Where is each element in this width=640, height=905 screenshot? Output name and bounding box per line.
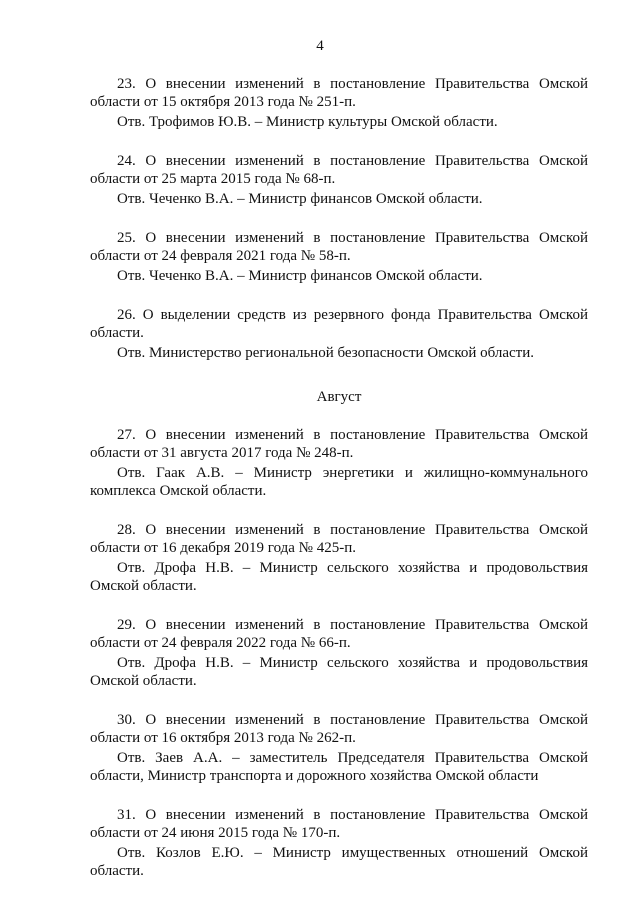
agenda-item [90, 306, 588, 362]
item-responsible-line: области. [90, 863, 144, 879]
agenda-item [90, 616, 588, 690]
section-title: Август [316, 389, 362, 405]
item-title-continuation: области от 31 августа 2017 года № 248-п. [90, 445, 354, 461]
item-title-continuation: области от 24 июня 2015 года № 170-п. [90, 825, 341, 841]
item-title-continuation: области от 24 февраля 2022 года № 66-п. [90, 635, 351, 651]
item-title-line: 23. О внесении изменений в постановление Правительства Омской [117, 76, 588, 92]
document-body [90, 75, 588, 901]
item-title-line: 30. О внесении изменений в постановление Правительства Омской [117, 712, 588, 728]
item-title-line: 28. О внесении изменений в постановление Правительства Омской [117, 522, 588, 538]
item-responsible-line: Омской области. [90, 673, 197, 689]
items-list-before [90, 75, 588, 362]
agenda-item [90, 711, 588, 785]
page-number: 4 [316, 38, 324, 54]
agenda-item [90, 152, 588, 208]
item-title-continuation: области от 16 декабря 2019 года № 425-п. [90, 540, 357, 556]
item-title-line: 26. О выделении средств из резервного фонда Правительства Омской [117, 307, 588, 323]
item-responsible-line: Отв. Заев А.А. – заместитель Председателя Правительства Омской [117, 750, 588, 766]
item-title-line: 29. О внесении изменений в постановление Правительства Омской [117, 617, 588, 633]
item-responsible-line: области, Министр транспорта и дорожного хозяйства Омской области [90, 768, 539, 784]
agenda-item [90, 521, 588, 595]
item-responsible-line: Отв. Дрофа Н.В. – Министр сельского хозяйства и продовольствия [117, 655, 588, 671]
item-responsible-line: Отв. Трофимов Ю.В. – Министр культуры Омской области. [117, 114, 498, 130]
item-title-line: 25. О внесении изменений в постановление Правительства Омской [117, 230, 588, 246]
item-responsible-line: Отв. Гаак А.В. – Министр энергетики и жилищно-коммунального [117, 465, 588, 481]
item-responsible-line: Омской области. [90, 578, 197, 594]
item-responsible-line: Отв. Чеченко В.А. – Министр финансов Омской области. [117, 268, 483, 284]
items-list-after [90, 426, 588, 880]
item-responsible-line: Отв. Министерство региональной безопасности Омской области. [117, 345, 535, 361]
item-responsible-line: Отв. Дрофа Н.В. – Министр сельского хозяйства и продовольствия [117, 560, 588, 576]
item-title-continuation: области от 16 октября 2013 года № 262-п. [90, 730, 356, 746]
item-title-line: 27. О внесении изменений в постановление Правительства Омской [117, 427, 588, 443]
agenda-item [90, 229, 588, 285]
item-title-line: 24. О внесении изменений в постановление Правительства Омской [117, 153, 588, 169]
agenda-item [90, 426, 588, 500]
item-responsible-line: Отв. Чеченко В.А. – Министр финансов Омской области. [117, 191, 483, 207]
item-title-continuation: области. [90, 325, 144, 341]
agenda-item [90, 806, 588, 880]
agenda-item [90, 75, 588, 131]
item-title-continuation: области от 24 февраля 2021 года № 58-п. [90, 248, 351, 264]
item-title-continuation: области от 15 октября 2013 года № 251-п. [90, 94, 356, 110]
item-title-line: 31. О внесении изменений в постановление Правительства Омской [117, 807, 588, 823]
item-responsible-line: Отв. Козлов Е.Ю. – Министр имущественных отношений Омской [117, 845, 588, 861]
item-title-continuation: области от 25 марта 2015 года № 68-п. [90, 171, 336, 187]
item-responsible-line: комплекса Омской области. [90, 483, 267, 499]
